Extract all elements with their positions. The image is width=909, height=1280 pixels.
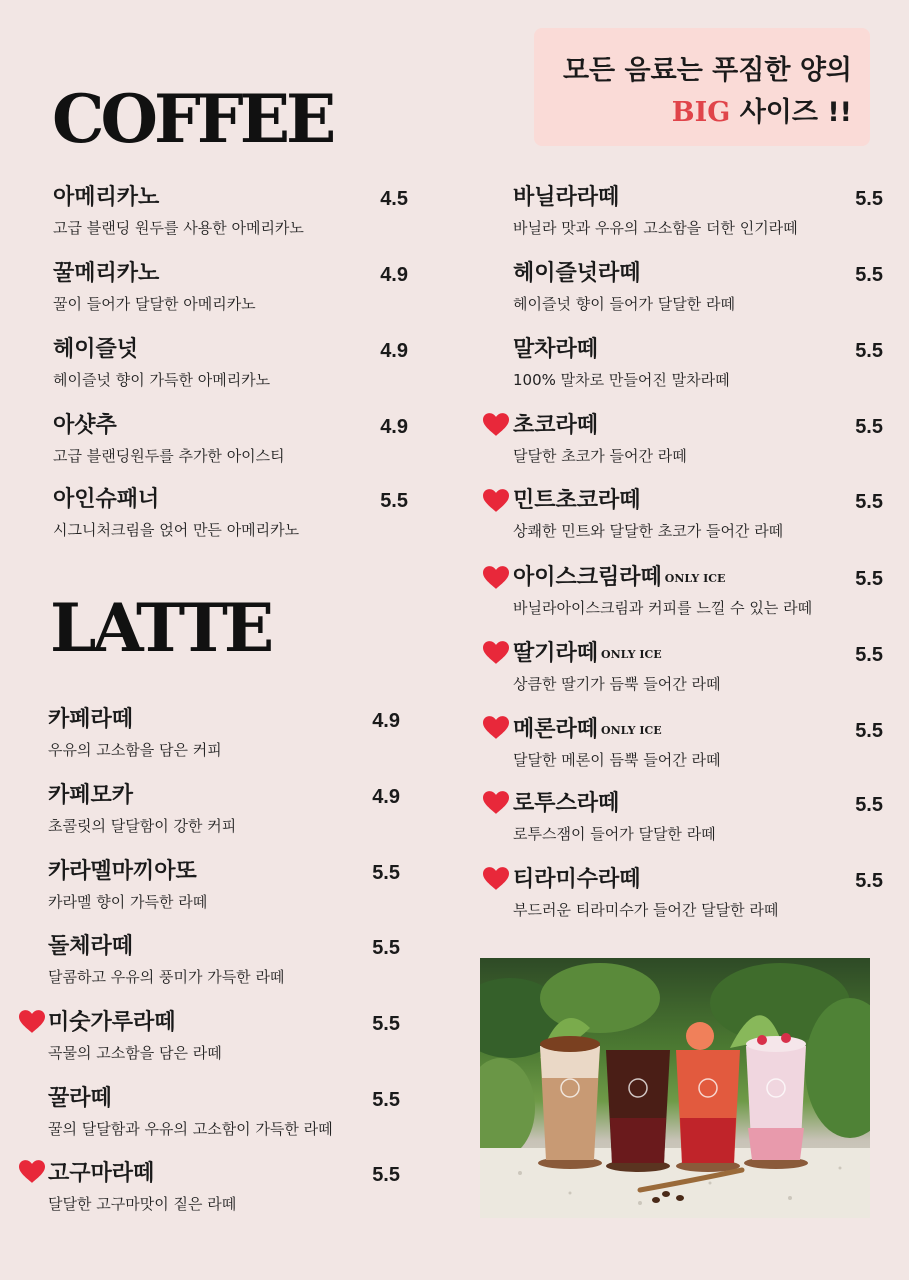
menu-item bbox=[48, 1158, 400, 1218]
item-description: 달달한 초코가 들어간 라떼 bbox=[513, 447, 687, 465]
only-ice-tag: ONLY ICE bbox=[601, 724, 662, 737]
item-description: 고급 블랜딩원두를 추가한 아이스티 bbox=[53, 447, 285, 465]
item-description: 바닐라아이스크림과 커피를 느낄 수 있는 라떼 bbox=[513, 599, 813, 617]
item-description: 달달한 고구마맛이 짙은 라떼 bbox=[48, 1195, 237, 1213]
item-price: 4.9 bbox=[380, 340, 408, 362]
item-price: 4.5 bbox=[380, 188, 408, 210]
item-description: 초콜릿의 달달함이 강한 커피 bbox=[48, 817, 237, 835]
promo-line-2-text: 사이즈 !! bbox=[730, 97, 852, 128]
item-name: 카페라떼 bbox=[48, 707, 134, 732]
item-price: 5.5 bbox=[372, 937, 400, 959]
item-price: 5.5 bbox=[855, 720, 883, 742]
item-price: 5.5 bbox=[372, 1013, 400, 1035]
item-description: 바닐라 맛과 우유의 고소함을 더한 인기라떼 bbox=[513, 219, 798, 237]
item-name: 돌체라떼 bbox=[48, 934, 134, 959]
item-price: 5.5 bbox=[372, 1089, 400, 1111]
item-description: 달달한 메론이 듬뿍 들어간 라떼 bbox=[513, 751, 721, 769]
heart-icon bbox=[19, 1160, 45, 1184]
promo-line-2 bbox=[534, 92, 852, 134]
item-name: 헤이즐넛 bbox=[53, 337, 139, 362]
menu-item bbox=[48, 931, 400, 991]
item-price: 5.5 bbox=[855, 340, 883, 362]
item-price: 5.5 bbox=[372, 1164, 400, 1186]
item-price: 5.5 bbox=[380, 490, 408, 512]
item-description: 우유의 고소함을 담은 커피 bbox=[48, 741, 222, 759]
item-name: 미숫가루라떼 bbox=[48, 1010, 176, 1035]
heart-icon bbox=[483, 489, 509, 513]
item-description: 로투스잼이 들어가 달달한 라떼 bbox=[513, 825, 716, 843]
item-description: 시그니처크림을 얹어 만든 아메리카노 bbox=[53, 521, 300, 539]
item-price: 5.5 bbox=[855, 870, 883, 892]
item-description: 100% 말차로 만들어진 말차라떼 bbox=[513, 371, 730, 389]
item-name: 말차라떼 bbox=[513, 337, 599, 362]
item-description: 꿀이 들어가 달달한 아메리카노 bbox=[53, 295, 256, 313]
promo-line-1: 모든 음료는 푸짐한 양의 bbox=[562, 55, 852, 86]
item-price: 4.9 bbox=[380, 264, 408, 286]
promo-banner bbox=[534, 28, 870, 146]
menu-item bbox=[48, 704, 400, 764]
heart-icon bbox=[19, 1010, 45, 1034]
menu-item bbox=[513, 182, 883, 242]
item-description: 상쾌한 민트와 달달한 초코가 들어간 라떼 bbox=[513, 522, 784, 540]
item-price: 5.5 bbox=[855, 568, 883, 590]
item-price: 5.5 bbox=[855, 644, 883, 666]
item-name-text: 메론라떼 bbox=[513, 717, 599, 742]
item-name: 카라멜마끼아또 bbox=[48, 859, 197, 884]
item-price: 4.9 bbox=[372, 710, 400, 732]
menu-item bbox=[513, 562, 883, 622]
item-description: 헤이즐넛 향이 들어가 달달한 라떼 bbox=[513, 295, 735, 313]
menu-item bbox=[53, 484, 408, 544]
heart-icon bbox=[483, 413, 509, 437]
only-ice-tag: ONLY ICE bbox=[601, 648, 662, 661]
item-description: 카라멜 향이 가득한 라떼 bbox=[48, 893, 208, 911]
menu-item bbox=[53, 334, 408, 394]
item-description: 부드러운 티라미수가 들어간 달달한 라떼 bbox=[513, 901, 779, 919]
item-name: 고구마라떼 bbox=[48, 1161, 155, 1186]
menu-item bbox=[513, 334, 883, 394]
item-name: 헤이즐넛라떼 bbox=[513, 261, 641, 286]
menu-item bbox=[513, 714, 883, 774]
item-name: 티라미수라떼 bbox=[513, 867, 641, 892]
menu-item bbox=[48, 856, 400, 916]
menu-item bbox=[53, 182, 408, 242]
item-name bbox=[513, 638, 662, 671]
item-price: 5.5 bbox=[372, 862, 400, 884]
item-description: 달콤하고 우유의 풍미가 가득한 라떼 bbox=[48, 968, 285, 986]
item-price: 4.9 bbox=[372, 786, 400, 808]
item-price: 5.5 bbox=[855, 264, 883, 286]
item-name bbox=[513, 562, 725, 595]
heart-icon bbox=[483, 641, 509, 665]
item-name: 아인슈패너 bbox=[53, 487, 160, 512]
item-name: 꿀메리카노 bbox=[53, 261, 160, 286]
item-description: 헤이즐넛 향이 가득한 아메리카노 bbox=[53, 371, 271, 389]
item-price: 4.9 bbox=[380, 416, 408, 438]
menu-item bbox=[53, 258, 408, 318]
promo-big-label: BIG bbox=[671, 97, 731, 128]
drinks-photo bbox=[480, 958, 870, 1218]
drinks-illustration bbox=[480, 958, 870, 1218]
menu-item bbox=[513, 258, 883, 318]
heart-icon bbox=[483, 566, 509, 590]
heart-icon bbox=[483, 791, 509, 815]
item-name-text: 아이스크림라떼 bbox=[513, 565, 662, 590]
menu-item bbox=[513, 864, 883, 924]
item-name: 아메리카노 bbox=[53, 185, 160, 210]
item-price: 5.5 bbox=[855, 188, 883, 210]
item-name-text: 딸기라떼 bbox=[513, 641, 599, 666]
item-description: 꿀의 달달함과 우유의 고소함이 가득한 라떼 bbox=[48, 1120, 333, 1138]
menu-item bbox=[48, 1083, 400, 1143]
item-name: 바닐라라떼 bbox=[513, 185, 620, 210]
item-description: 상큼한 딸기가 듬뿍 들어간 라떼 bbox=[513, 675, 721, 693]
menu-item bbox=[513, 410, 883, 470]
item-name bbox=[513, 714, 662, 747]
heart-icon bbox=[483, 867, 509, 891]
item-price: 5.5 bbox=[855, 491, 883, 513]
menu-item bbox=[48, 780, 400, 840]
menu-item bbox=[513, 788, 883, 848]
item-description: 곡물의 고소함을 담은 라떼 bbox=[48, 1044, 222, 1062]
item-description: 고급 블랜딩 원두를 사용한 아메리카노 bbox=[53, 219, 304, 237]
latte-section-title: LATTE bbox=[50, 589, 271, 667]
item-name: 카페모카 bbox=[48, 783, 134, 808]
item-name: 민트초코라떼 bbox=[513, 488, 641, 513]
item-name: 꿀라떼 bbox=[48, 1086, 112, 1111]
menu-item bbox=[513, 485, 883, 545]
item-price: 5.5 bbox=[855, 794, 883, 816]
item-price: 5.5 bbox=[855, 416, 883, 438]
only-ice-tag: ONLY ICE bbox=[664, 572, 726, 585]
menu-item bbox=[513, 638, 883, 698]
heart-icon bbox=[483, 716, 509, 740]
coffee-section-title: COFFEE bbox=[52, 80, 333, 158]
menu-item bbox=[53, 410, 408, 470]
item-name: 초코라떼 bbox=[513, 413, 599, 438]
item-name: 아샷추 bbox=[53, 413, 117, 438]
item-name: 로투스라떼 bbox=[513, 791, 620, 816]
menu-item bbox=[48, 1007, 400, 1067]
